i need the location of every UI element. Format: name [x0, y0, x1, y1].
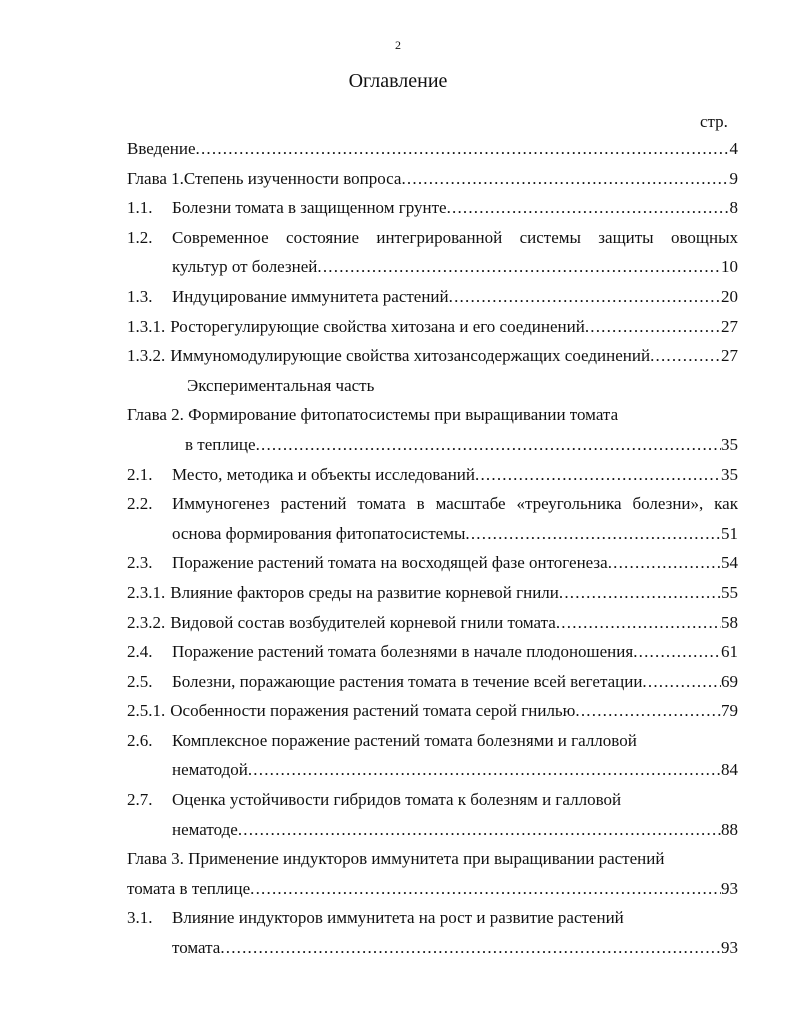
leader-dots [401, 164, 729, 194]
toc-entry-number: 2.2. [127, 494, 153, 514]
toc-entry-title: Комплексное поражение растений томата болезнями и галловой [172, 730, 637, 750]
toc-entry-page: 35 [721, 434, 738, 454]
toc-entry-number: 1.2. [127, 227, 153, 247]
toc-entry-number: 2.5.1. [127, 701, 166, 721]
toc-entry-title: Экспериментальная часть [187, 375, 375, 395]
toc-entry-page: 27 [721, 316, 738, 336]
toc-entry-number: 2.3.2. [127, 612, 166, 632]
toc-entry-title: Поражение растений томата болезнями в начале плодоношения [172, 642, 634, 662]
toc-entry [127, 608, 738, 638]
toc-entry-page: 8 [729, 198, 738, 218]
toc-entry-page: 35 [721, 464, 738, 484]
leader-dots [650, 341, 721, 371]
leader-dots [465, 519, 721, 549]
toc-entry-page: 4 [729, 139, 738, 158]
toc-entry-title: Глава 1.Степень изученности вопроса [127, 168, 402, 188]
toc-entry-page: 10 [721, 257, 738, 277]
leader-dots [642, 667, 721, 697]
toc-entry-title: Введение [127, 139, 196, 158]
leader-dots [220, 933, 721, 963]
toc-entry-page: 9 [729, 168, 738, 188]
toc-entry [127, 489, 738, 519]
toc-entry-title: в теплице [185, 434, 256, 454]
table-of-contents [127, 134, 738, 963]
toc-entry-page: 61 [721, 642, 738, 662]
toc-entry [127, 400, 738, 430]
toc-entry [127, 252, 738, 282]
toc-entry-title: основа формирования фитопатосистемы [172, 523, 466, 543]
toc-entry-title: Современное состояние интегрированной системы защиты овощных [172, 227, 738, 247]
toc-entry-number: 2.3. [127, 553, 153, 573]
toc-entry-number: 1.3.1. [127, 316, 166, 336]
toc-entry-title: Болезни, поражающие растения томата в течение всей вегетации [172, 671, 643, 691]
leader-dots [248, 755, 721, 785]
toc-entry-title: Видовой состав возбудителей корневой гнили томата [170, 612, 556, 632]
toc-entry-title: Росторегулирующие свойства хитозана и его соединений [170, 316, 585, 336]
toc-entry-title: Влияние индукторов иммунитета на рост и развитие растений [172, 908, 624, 928]
toc-entry-page: 93 [721, 878, 738, 898]
toc-entry-page: 88 [721, 819, 738, 839]
toc-entry [127, 726, 738, 756]
toc-entry-title: томата [172, 938, 221, 958]
toc-entry-page: 79 [721, 701, 738, 721]
toc-entry [127, 667, 738, 697]
toc-entry-title: нематоде [172, 819, 238, 839]
toc-entry [127, 755, 738, 785]
toc-entry-number: 1.3. [127, 286, 153, 306]
toc-entry-title: Иммуногенез растений томата в масштабе «треугольника болезни», как [172, 494, 738, 514]
leader-dots [238, 815, 721, 845]
page-title: Оглавление [348, 70, 448, 92]
leader-dots [559, 578, 721, 608]
toc-entry-number: 2.5. [127, 671, 153, 691]
toc-entry-title: культур от болезней [172, 257, 318, 277]
toc-entry-number: 1.3.2. [127, 346, 166, 366]
leader-dots [317, 252, 721, 282]
toc-entry-title: нематодой [172, 760, 248, 780]
toc-entry-page: 55 [721, 582, 738, 602]
toc-entry [127, 430, 738, 460]
toc-entry-title: Глава 3. Применение индукторов иммунитета при выращивании растений [127, 849, 665, 869]
toc-entry [127, 844, 738, 874]
toc-entry-number: 2.3.1. [127, 582, 166, 602]
leader-dots [447, 193, 730, 223]
toc-entry [127, 341, 738, 371]
leader-dots [196, 134, 730, 164]
toc-entry [127, 903, 738, 933]
toc-entry-page: 84 [721, 760, 738, 780]
toc-entry-title: томата в теплице [127, 878, 251, 898]
toc-entry [127, 134, 738, 164]
toc-entry-title: Оценка устойчивости гибридов томата к болезням и галловой [172, 790, 622, 810]
toc-entry-title: Иммуномодулирующие свойства хитозансодержащих соединений [170, 346, 651, 366]
toc-entry [127, 312, 738, 342]
toc-entry-title: Особенности поражения растений томата серой гнилью [170, 701, 576, 721]
toc-entry-page: 51 [721, 523, 738, 543]
page-number: 2 [395, 38, 401, 52]
toc-entry [127, 371, 738, 401]
leader-dots [256, 430, 721, 460]
toc-entry [127, 548, 738, 578]
leader-dots [250, 874, 721, 904]
toc-entry [127, 785, 738, 815]
toc-entry [127, 460, 738, 490]
toc-entry-title: Поражение растений томата на восходящей фазе онтогенеза [172, 553, 608, 573]
toc-entry-page: 58 [721, 612, 738, 632]
toc-entry-page: 69 [721, 671, 738, 691]
leader-dots [475, 460, 721, 490]
leader-dots [449, 282, 721, 312]
toc-entry-number: 2.6. [127, 730, 153, 750]
toc-entry-page: 27 [721, 346, 738, 366]
toc-entry [127, 874, 738, 904]
toc-entry [127, 282, 738, 312]
toc-entry [127, 193, 738, 223]
toc-entry-title: Индуцирование иммунитета растений [172, 286, 449, 306]
toc-entry [127, 578, 738, 608]
leader-dots [608, 548, 721, 578]
leader-dots [633, 637, 721, 667]
toc-entry [127, 637, 738, 667]
toc-entry-page: 93 [721, 938, 738, 958]
toc-entry [127, 933, 738, 963]
toc-entry-number: 2.4. [127, 642, 153, 662]
leader-dots [556, 608, 721, 638]
page-column-label: стр. [700, 112, 728, 131]
toc-entry-page: 20 [721, 286, 738, 306]
toc-entry [127, 696, 738, 726]
toc-entry-number: 3.1. [127, 908, 153, 928]
leader-dots [585, 312, 721, 342]
toc-entry [127, 519, 738, 549]
toc-entry-title: Глава 2. Формирование фитопатосистемы при выращивании томата [127, 405, 619, 425]
toc-entry [127, 815, 738, 845]
toc-entry-title: Болезни томата в защищенном грунте [172, 198, 447, 218]
toc-entry-title: Влияние факторов среды на развитие корневой гнили [170, 582, 559, 602]
toc-entry-number: 2.1. [127, 464, 153, 484]
toc-entry-number: 1.1. [127, 198, 153, 218]
toc-entry [127, 164, 738, 194]
toc-entry-number: 2.7. [127, 790, 153, 810]
leader-dots [575, 696, 721, 726]
toc-entry [127, 223, 738, 253]
toc-entry-title: Место, методика и объекты исследований [172, 464, 476, 484]
toc-entry-page: 54 [721, 553, 738, 573]
